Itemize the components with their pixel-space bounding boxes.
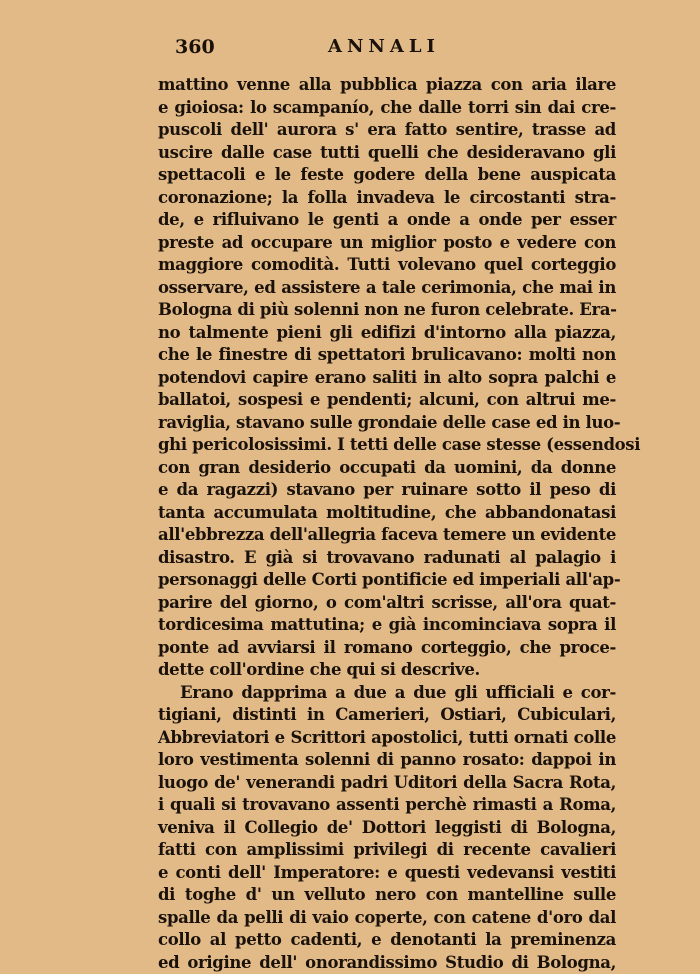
text-line: spettacoli e le feste godere della bene auspicata: [158, 164, 616, 187]
text-line: Bologna di più solenni non ne furon celebrate. Era-: [158, 299, 616, 322]
running-head: ANNALI: [328, 36, 440, 57]
text-line: spalle da pelli di vaio coperte, con catene d'oro dal: [158, 907, 616, 930]
text-line: con gran desiderio occupati da uomini, da donne: [158, 457, 616, 480]
page-number: 360: [175, 36, 215, 58]
text-line: ghi pericolosissimi. I tetti delle case stesse (essendosi: [158, 434, 616, 457]
text-line: de, e rifluivano le genti a onde a onde per esser: [158, 209, 616, 232]
text-line: ed origine dell' onorandissimo Studio di Bologna,: [158, 952, 616, 974]
text-line: fatti con amplissimi privilegi di recente cavalieri: [158, 839, 616, 862]
text-line: e gioiosa: lo scampanío, che dalle torri sin dai cre-: [158, 97, 616, 120]
text-line: Abbreviatori e Scrittori apostolici, tutti ornati colle: [158, 727, 616, 750]
text-line: dette coll'ordine che qui si descrive.: [158, 659, 616, 682]
text-line: potendovi capire erano saliti in alto sopra palchi e: [158, 367, 616, 390]
text-line: tigiani, distinti in Camerieri, Ostiari, Cubiculari,: [158, 704, 616, 727]
text-line: che le finestre di spettatori brulicavano: molti non: [158, 344, 616, 367]
text-line: e conti dell' Imperatore: e questi vedevansi vestiti: [158, 862, 616, 885]
text-line: maggiore comodità. Tutti volevano quel corteggio: [158, 254, 616, 277]
text-line: disastro. E già si trovavano radunati al palagio i: [158, 547, 616, 570]
text-line: e da ragazzi) stavano per ruinare sotto il peso di: [158, 479, 616, 502]
text-line: ponte ad avviarsi il romano corteggio, che proce-: [158, 637, 616, 660]
text-line: all'ebbrezza dell'allegria faceva temere un evidente: [158, 524, 616, 547]
text-line: loro vestimenta solenni di panno rosato: dappoi in: [158, 749, 616, 772]
text-line: osservare, ed assistere a tale cerimonia, che mai in: [158, 277, 616, 300]
text-line: no talmente pieni gli edifizi d'intorno alla piazza,: [158, 322, 616, 345]
text-line: collo al petto cadenti, e denotanti la preminenza: [158, 929, 616, 952]
text-line: Erano dapprima a due a due gli ufficiali e cor-: [158, 682, 616, 705]
text-line: parire del giorno, o com'altri scrisse, all'ora quat-: [158, 592, 616, 615]
text-line: personaggi delle Corti pontificie ed imperiali all'ap-: [158, 569, 616, 592]
text-line: raviglia, stavano sulle grondaie delle case ed in luo-: [158, 412, 616, 435]
text-line: di toghe d' un velluto nero con mantelline sulle: [158, 884, 616, 907]
text-line: ballatoi, sospesi e pendenti; alcuni, con altrui me-: [158, 389, 616, 412]
text-line: coronazione; la folla invadeva le circostanti stra-: [158, 187, 616, 210]
text-line: i quali si trovavano assenti perchè rimasti a Roma,: [158, 794, 616, 817]
body-text: [158, 74, 616, 974]
text-line: tanta accumulata moltitudine, che abbandonatasi: [158, 502, 616, 525]
page-header: [175, 36, 615, 60]
text-line: veniva il Collegio de' Dottori leggisti di Bologna,: [158, 817, 616, 840]
text-line: tordicesima mattutina; e già incominciava sopra il: [158, 614, 616, 637]
text-line: mattino venne alla pubblica piazza con aria ilare: [158, 74, 616, 97]
text-line: luogo de' venerandi padri Uditori della Sacra Rota,: [158, 772, 616, 795]
text-line: uscire dalle case tutti quelli che desideravano gli: [158, 142, 616, 165]
text-line: puscoli dell' aurora s' era fatto sentire, trasse ad: [158, 119, 616, 142]
text-line: preste ad occupare un miglior posto e vedere con: [158, 232, 616, 255]
